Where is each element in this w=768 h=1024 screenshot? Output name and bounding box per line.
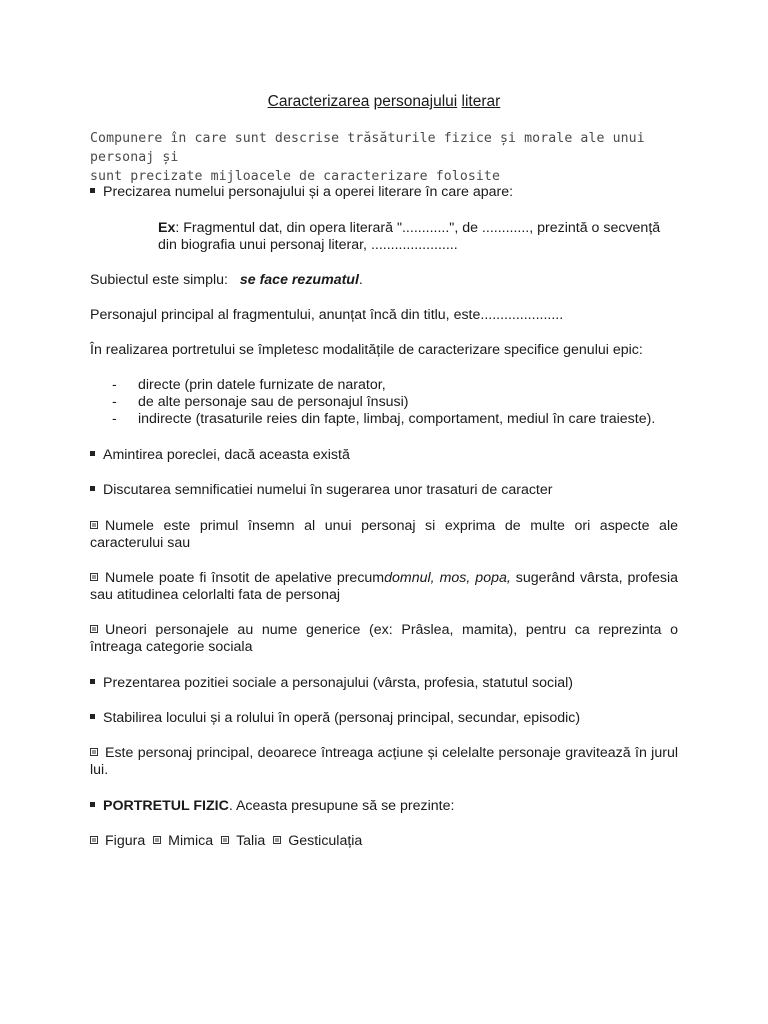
example-label: Ex <box>158 220 176 236</box>
item-text: Prezentarea pozitiei sociale a personajului (vârsta, profesia, statutul social) <box>103 675 574 691</box>
bullet-icon <box>90 451 95 456</box>
checkbox-square-icon <box>90 836 98 844</box>
item-emphasis: PORTRETUL FIZIC <box>103 798 229 814</box>
item-text: Uneori personajele au nume generice (ex: Prâslea, mamita), pentru ca reprezinta o întreaga categorie sociala <box>90 622 678 655</box>
dash-text: de alte personaje sau de personajul însusi) <box>138 394 409 410</box>
intro-paragraph <box>90 129 680 186</box>
subiect-text: Subiectul este simplu: <box>90 272 229 288</box>
dash-item-3 <box>112 411 655 428</box>
checkbox-square-icon <box>90 521 98 529</box>
bullet-icon <box>90 714 95 719</box>
item-text: Este personaj principal, deoarece întreaga acțiune și celelalte personaje gravitează în jurul lui. <box>90 745 678 778</box>
realizarea-line: În realizarea portretului se împletesc modalitățile de caracterizare specifice genului epic: <box>90 342 643 358</box>
item-text: Discutarea semnificatiei numelui în sugerarea unor trasaturi de caracter <box>103 482 553 498</box>
checkbox-square-icon <box>221 836 229 844</box>
example-line-1: : Fragmentul dat, din opera literară "............", de ............, prezintă o secvență <box>175 220 661 236</box>
list-item-discutarea <box>90 482 552 499</box>
subiect-emphasis: se face rezumatul <box>239 272 359 288</box>
feature-gesticulatia: Gesticulația <box>288 833 363 849</box>
subiect-end: . <box>358 272 363 288</box>
item-text: Stabilirea locului și a rolului în operă (personaj principal, secundar, episodic) <box>103 710 581 726</box>
item-emphasis: domnul, mos, popa, <box>384 570 511 586</box>
checkbox-square-icon <box>90 748 98 756</box>
list-item-prezentarea <box>90 675 573 692</box>
item-text: Numele este primul însemn al unui personaj si exprima de multe ori aspecte ale caracterului sau <box>90 518 678 551</box>
title-word-3: literar <box>461 93 501 110</box>
subiect-line <box>90 272 363 289</box>
example-paragraph <box>158 220 660 254</box>
bullet-icon <box>90 486 95 491</box>
dash-marker: - <box>112 411 117 427</box>
list-item-stabilirea <box>90 710 580 727</box>
example-line-2: din biografia unui personaj literar, ...................... <box>158 237 458 253</box>
list-item-amintirea <box>90 447 350 464</box>
title-word-2: personajului <box>373 93 458 110</box>
dash-list <box>112 377 655 428</box>
bullet-icon <box>90 802 95 807</box>
intro-line-2: sunt precizate mijloacele de caracterizare folosite <box>90 169 501 184</box>
item-text: . Aceasta presupune să se prezinte: <box>228 798 455 814</box>
feature-talia: Talia <box>236 833 266 849</box>
dash-item-1 <box>112 377 655 394</box>
item-text-end: sugerând vârsta, profesia sau atitudinea celorlalti fata de personaj <box>90 570 678 603</box>
checkbox-square-icon <box>153 836 161 844</box>
item-text: Numele poate fi însotit de apelative precum <box>105 570 385 586</box>
checkbox-square-icon <box>273 836 281 844</box>
sub-item-numele-2 <box>90 570 678 604</box>
feature-figura: Figura <box>105 833 146 849</box>
item-text: Precizarea numelui personajului și a operei literare în care apare: <box>103 184 514 200</box>
intro-line-1: Compunere în care sunt descrise trăsăturile fizice și morale ale unui personaj și <box>90 131 645 165</box>
personajul-line: Personajul principal al fragmentului, anunțat încă din titlu, este..................... <box>90 307 564 323</box>
list-item-precizarea <box>90 184 513 201</box>
dash-marker: - <box>112 377 117 393</box>
dash-marker: - <box>112 394 117 410</box>
bullet-icon <box>90 188 95 193</box>
dash-text: indirecte (trasaturile reies din fapte, limbaj, comportament, mediul în care traieste). <box>138 411 656 427</box>
sub-item-uneori <box>90 622 678 656</box>
list-item-portretul <box>90 798 454 815</box>
checkbox-square-icon <box>90 625 98 633</box>
bullet-icon <box>90 679 95 684</box>
feature-mimica: Mimica <box>168 833 214 849</box>
checkbox-square-icon <box>90 573 98 581</box>
item-text: Amintirea poreclei, dacă aceasta există <box>103 447 350 463</box>
sub-item-este <box>90 745 678 779</box>
title-word-1: Caracterizarea <box>267 93 370 110</box>
dash-item-2 <box>112 394 655 411</box>
features-line <box>90 833 362 850</box>
page-title <box>0 93 768 110</box>
dash-text: directe (prin datele furnizate de narator, <box>138 377 386 393</box>
sub-item-numele-1 <box>90 518 678 552</box>
